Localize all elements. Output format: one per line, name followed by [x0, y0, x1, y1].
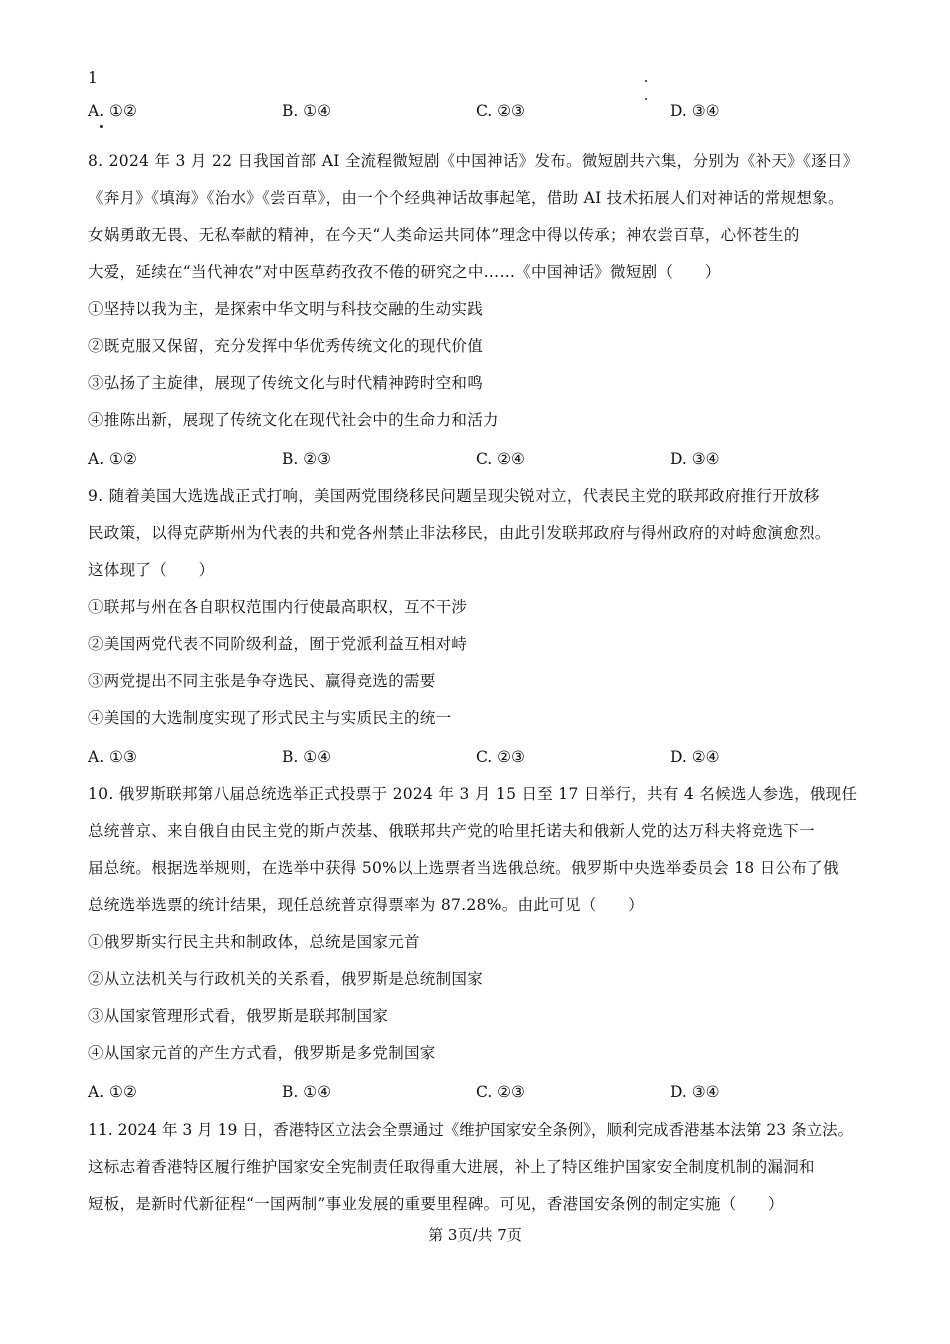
q8-stem-line: 大爱，延续在“当代神农”对中医草药孜孜不倦的研究之中……《中国神话》微短剧（ ） [88, 263, 721, 281]
q10-stem-line: 总统选举选票的统计结果，现任总统普京得票率为 87.28%。由此可见（ ） [88, 896, 644, 914]
q8-option-c: C. ②④ [476, 450, 525, 468]
q11-stem-line: 11. 2024 年 3 月 19 日，香港特区立法会全票通过《维护国家安全条例》，顺利完成香港基本法第 23 条立法。 [88, 1121, 854, 1139]
q9-option-b: B. ①④ [282, 748, 332, 766]
q9-statement-3: ③两党提出不同主张是争夺选民、赢得竞选的需要 [88, 672, 436, 690]
speck-mark [645, 98, 647, 100]
q10-statement-4: ④从国家元首的产生方式看，俄罗斯是多党制国家 [88, 1044, 436, 1062]
q8-statement-2: ②既克服又保留，充分发挥中华优秀传统文化的现代价值 [88, 337, 484, 355]
q10-stem-line: 总统普京、来自俄自由民主党的斯卢茨基、俄联邦共产党的哈里托诺夫和俄新人党的达万科夫将竞选下一 [88, 822, 815, 840]
q8-option-a: A. ①② [88, 450, 137, 468]
q11-stem-line: 短板，是新时代新征程“一国两制”事业发展的重要里程碑。可见，香港国安条例的制定实施（ ） [88, 1195, 784, 1213]
q10-stem-line: 届总统。根据选举规则，在选举中获得 50%以上选票者当选俄总统。俄罗斯中央选举委员会 18 日公布了俄 [88, 859, 839, 877]
q10-option-a: A. ①② [88, 1083, 137, 1101]
q8-stem-line: 女娲勇敢无畏、无私奉献的精神，在今天“人类命运共同体”理念中得以传承；神农尝百草，心怀苍生的 [88, 226, 800, 244]
q10-statement-2: ②从立法机关与行政机关的关系看，俄罗斯是总统制国家 [88, 970, 484, 988]
q10-option-d: D. ③④ [670, 1083, 720, 1101]
q8-statement-1: ①坚持以我为主，是探索中华文明与科技交融的生动实践 [88, 300, 484, 318]
q10-stem-line: 10. 俄罗斯联邦第八届总统选举正式投票于 2024 年 3 月 15 日至 17 日举行，共有 4 名候选人参选，俄现任 [88, 785, 858, 803]
fragment-number: 1 [88, 69, 98, 87]
q7-option-b: B. ①④ [282, 102, 332, 120]
q9-statement-4: ④美国的大选制度实现了形式民主与实质民主的统一 [88, 709, 452, 727]
q9-stem-line: 民政策，以得克萨斯州为代表的共和党各州禁止非法移民，由此引发联邦政府与得州政府的对峙愈演愈烈。 [88, 524, 831, 542]
speck-mark [100, 125, 103, 128]
q10-statement-1: ①俄罗斯实行民主共和制政体，总统是国家元首 [88, 933, 420, 951]
q9-option-a: A. ①③ [88, 748, 137, 766]
speck-mark [645, 80, 647, 82]
q8-stem-line: 《奔月》《填海》《治水》《尝百草》，由一个个经典神话故事起笔，借助 AI 技术拓展人们对神话的常规想象。 [88, 189, 844, 207]
q8-statement-4: ④推陈出新，展现了传统文化在现代社会中的生命力和活力 [88, 411, 499, 429]
q8-stem-line: 8. 2024 年 3 月 22 日我国首部 AI 全流程微短剧《中国神话》发布。微短剧共六集，分别为《补天》《逐日》 [88, 152, 859, 170]
q8-statement-3: ③弘扬了主旋律，展现了传统文化与时代精神跨时空和鸣 [88, 374, 484, 392]
q10-statement-3: ③从国家管理形式看，俄罗斯是联邦制国家 [88, 1007, 389, 1025]
q9-statement-2: ②美国两党代表不同阶级利益，囿于党派利益互相对峙 [88, 635, 468, 653]
q8-option-b: B. ②③ [282, 450, 332, 468]
q9-stem-line: 9. 随着美国大选选战正式打响，美国两党围绕移民问题呈现尖锐对立，代表民主党的联邦政府推行开放移 [88, 487, 820, 505]
q9-stem-line: 这体现了（ ） [88, 561, 215, 579]
q11-stem-line: 这标志着香港特区履行维护国家安全宪制责任取得重大进展，补上了特区维护国家安全制度机制的漏洞和 [88, 1158, 815, 1176]
page-footer: 第 3页/共 7页 [428, 1226, 522, 1244]
q7-option-c: C. ②③ [476, 102, 525, 120]
q9-option-c: C. ②③ [476, 748, 525, 766]
q9-option-d: D. ②④ [670, 748, 720, 766]
q10-option-c: C. ②③ [476, 1083, 525, 1101]
q7-option-a: A. ①② [88, 102, 137, 120]
q7-option-d: D. ③④ [670, 102, 720, 120]
q10-option-b: B. ①④ [282, 1083, 332, 1101]
q9-statement-1: ①联邦与州在各自职权范围内行使最高职权，互不干涉 [88, 598, 468, 616]
q8-option-d: D. ③④ [670, 450, 720, 468]
